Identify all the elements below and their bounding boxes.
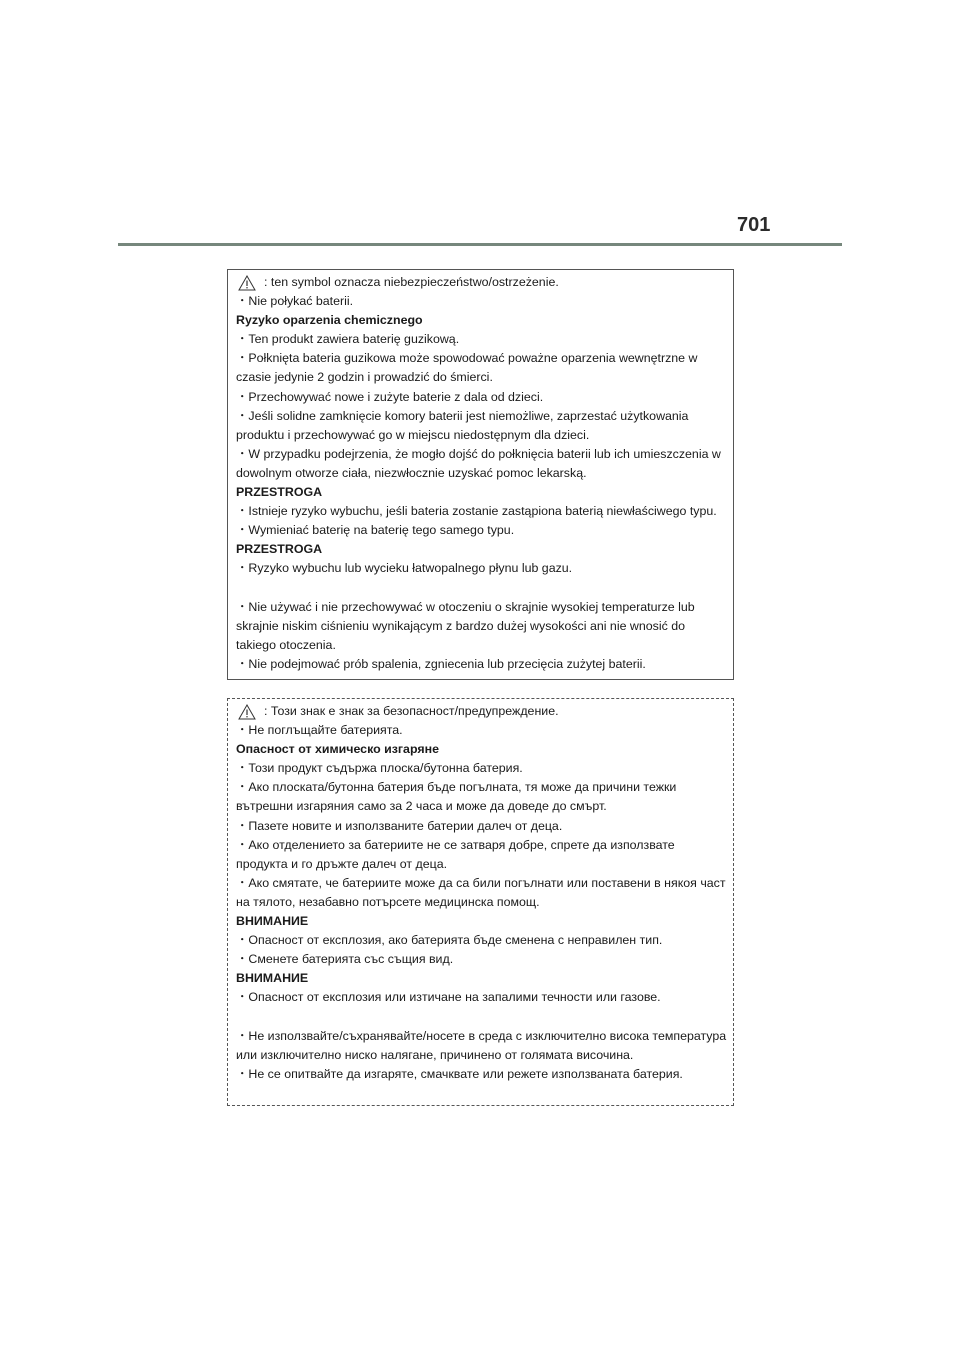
warning-triangle-icon [238,275,256,291]
bulgarian-warning-heading: Опасност от химическо изгаряне [236,742,439,757]
page-number: 701 [737,214,771,236]
bulgarian-warning-text-line: ・Ако отделението за батериите не се затваря добре, спрете да използвате [236,837,675,852]
bulgarian-warning-text-line: ・Опасност от експлозия или изтичане на запалими течности или газове. [236,990,661,1005]
bulgarian-warning-text-line: ・Опасност от експлозия, ако батерията бъде сменена с неправилен тип. [236,933,663,948]
polish-warning-text-line: takiego otoczenia. [236,637,336,652]
polish-warning-heading: Ryzyko oparzenia chemicznego [236,313,423,328]
bulgarian-warning-text-line: ・Пазете новите и използваните батерии далеч от деца. [236,818,563,833]
polish-warning-text-line: dowolnym otworze ciała, niezwłocznie uzyskać pomoc lekarską. [236,465,587,480]
polish-warning-text-line: skrajnie niskim ciśnieniu wynikającym z bardzo dużej wysokości ani nie wnosić do [236,618,686,633]
polish-warning-text-line: ・Przechowywać nowe i zużyte baterie z dala od dzieci. [236,389,544,404]
bulgarian-warning-header [236,702,726,721]
bulgarian-warning-lines [236,721,726,1084]
bulgarian-warning-text-line: на тялото, незабавно потърсете медицинска помощ. [236,894,540,909]
polish-warning-text-line: ・Ryzyko wybuchu lub wycieku łatwopalnego płynu lub gazu. [236,561,573,576]
polish-warning-header-text: : ten symbol oznacza niebezpieczeństwo/ostrzeżenie. [264,275,559,289]
polish-warning-text-line: ・W przypadku podejrzenia, że mogło dojść do połknięcia baterii lub ich umieszczenia w [236,446,721,461]
polish-warning-text-line: ・Nie używać i nie przechowywać w otoczeniu o skrajnie wysokiej temperaturze lub [236,599,695,614]
bulgarian-warning-text-line [236,1008,726,1027]
polish-warning-heading: PRZESTROGA [236,542,323,557]
polish-warning-box [227,269,734,680]
bulgarian-warning-text-line: вътрешни изгаряния само за 2 часа и може да доведе до смърт. [236,799,607,814]
polish-warning-text-line: ・Nie podejmować prób spalenia, zgniecenia lub przecięcia zużytej baterii. [236,656,646,671]
polish-warning-text-line: ・Połknięta bateria guzikowa może spowodować poważne oparzenia wewnętrzne w [236,351,698,366]
polish-warning-text-line: ・Wymieniać baterię na baterię tego samego typu. [236,523,515,538]
bulgarian-warning-text-line: продукта и го дръжте далеч от деца. [236,856,448,871]
polish-warning-header [236,273,726,292]
bulgarian-warning-text-line: ・Не използвайте/съхранявайте/носете в среда с изключително висока температура [236,1028,727,1043]
bulgarian-warning-text-line: ・Този продукт съдържа плоска/бутонна батерия. [236,761,523,776]
warning-triangle-icon [238,704,256,720]
bulgarian-warning-content [236,702,726,1084]
polish-warning-content [236,273,726,674]
bulgarian-warning-text-line: ・Не се опитвайте да изгаряте, смачквате или режете използваната батерия. [236,1066,683,1081]
polish-warning-text-line: ・Nie połykać baterii. [236,294,354,309]
polish-warning-lines [236,292,726,674]
bulgarian-warning-header-text: : Този знак е знак за безопасност/предупреждение. [264,704,559,718]
polish-warning-text-line: produktu i przechowywać go w miejscu niedostępnym dla dzieci. [236,427,590,442]
bulgarian-warning-heading: ВНИМАНИЕ [236,914,309,929]
bulgarian-warning-text-line: ・Не поглъщайте батерията. [236,723,403,738]
polish-warning-text-line [236,579,726,598]
bulgarian-warning-heading: ВНИМАНИЕ [236,971,309,986]
bulgarian-warning-box [227,698,734,1106]
bulgarian-warning-text-line: ・Сменете батерията със същия вид. [236,952,454,967]
polish-warning-heading: PRZESTROGA [236,485,323,500]
header-rule [118,243,842,246]
bulgarian-warning-text-line: ・Ако смятате, че батериите може да са били погълнати или поставени в някоя част [236,875,726,890]
polish-warning-text-line: czasie jedynie 2 godzin i prowadzić do śmierci. [236,370,493,385]
bulgarian-warning-text-line: или изключително ниско налягане, причинено от голямата височина. [236,1047,634,1062]
polish-warning-text-line: ・Ten produkt zawiera baterię guzikową. [236,332,460,347]
polish-warning-text-line: ・Jeśli solidne zamknięcie komory baterii jest niemożliwe, zaprzestać użytkowania [236,408,689,423]
bulgarian-warning-text-line: ・Ако плоската/бутонна батерия бъде погълната, тя може да причини тежки [236,780,677,795]
polish-warning-text-line: ・Istnieje ryzyko wybuchu, jeśli bateria zostanie zastąpiona baterią niewłaściwego typu. [236,504,717,519]
